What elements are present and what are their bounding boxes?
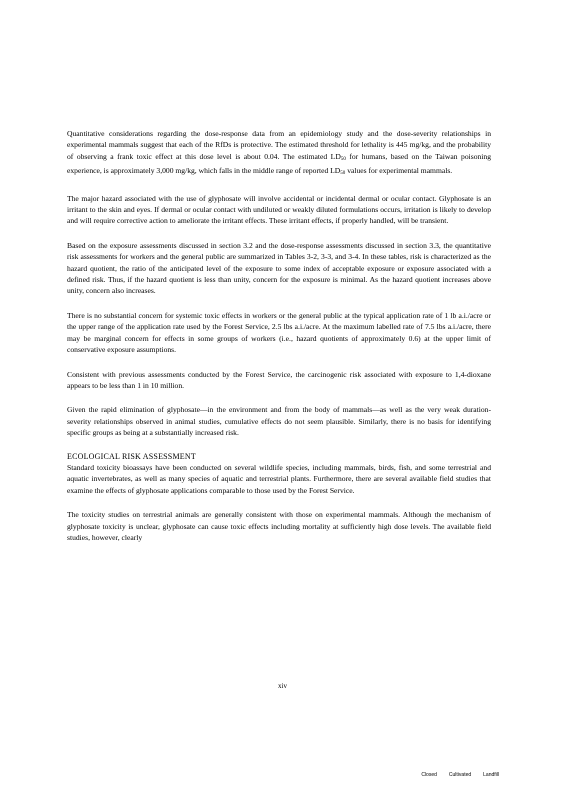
footer-label-cultivated: Cultivated bbox=[448, 772, 472, 778]
paragraph-exposure-assessments: Based on the exposure assessments discussed in section 3.2 and the dose-response assessments discussed in section 3.3, the quantitative risk assessments for workers and the general public are summarized in Tables 3-2, 3-3, and 3-4. In these tables, risk is characterized as the hazard quotient, the ratio of the anticipated level of the exposure to some index of acceptable exposure or exposure associated with a defined risk. Thus, if the hazard quotient is less than unity, concern for the exposure is minimal. As the hazard quotient increases above unity, concern also increases. bbox=[67, 240, 491, 296]
paragraph-toxicity-bioassays: Standard toxicity bioassays have been conducted on several wildlife species, including mammals, birds, fish, and some terrestrial and aquatic invertebrates, as well as many species of aquatic and terrestrial plants. Furthermore, there are several available field studies that examine the effects of glyphosate applications comparable to those used by the Forest Service. bbox=[67, 462, 491, 495]
paragraph-terrestrial-studies: The toxicity studies on terrestrial animals are generally consistent with those on experimental mammals. Although the mechanism of glyphosate toxicity is unclear, glyphosate can cause toxic effects including mortality at sufficiently high dose levels. The available field studies, however, clearly bbox=[67, 510, 491, 542]
paragraph-carcinogenic-risk: Consistent with previous assessments conducted by the Forest Service, the carcinogenic risk associated with exposure to 1,4-dioxane appears to be less than 1 in 10 million. bbox=[67, 369, 491, 390]
page-body bbox=[67, 128, 491, 556]
footer-label-closed: Closed bbox=[421, 772, 437, 778]
subscript: 50 bbox=[340, 156, 346, 162]
paragraph-dose-response bbox=[67, 128, 491, 180]
subscript: 50 bbox=[340, 171, 346, 177]
paragraph-text: Quantitative considerations regarding the dose-response data from an epidemiology study and the dose-severity relationships in experimental mammals suggest that each of the RfDs is protective. The estimated threshold for lethality is 445 mg/kg, and the probability of observing a frank toxic effect at this dose level is about 0.04. The estimated LD bbox=[67, 129, 491, 161]
paragraph-major-hazard: The major hazard associated with the use of glyphosate will involve accidental or incidental dermal or ocular contact. Glyphosate is an irritant to the skin and eyes. If dermal or ocular contact with undiluted or weakly diluted formulations occurs, irritation is likely to develop and will require corrective action to ameliorate the irritant effects. These irritant effects, if properly handled, will be transient. bbox=[67, 193, 491, 226]
footer-labels bbox=[421, 772, 499, 778]
paragraph-systemic-concern: There is no substantial concern for systemic toxic effects in workers or the general public at the typical application rate of 1 lb a.i./acre or the upper range of the application rate used by the Forest Service, 2.5 lbs a.i./acre. At the maximum labelled rate of 7.5 lbs a.i./acre, there may be marginal concern for effects in some groups of workers (i.e., hazard quotients of approximately 0.6) at the upper limit of conservative exposure assumptions. bbox=[67, 310, 491, 355]
section-heading: ECOLOGICAL RISK ASSESSMENT bbox=[67, 451, 196, 461]
footer-label-landfill: Landfill bbox=[483, 772, 499, 778]
paragraph-text: values for experimental mammals. bbox=[345, 166, 453, 176]
page-number: xiv bbox=[278, 682, 287, 690]
paragraph-cumulative-effects: Given the rapid elimination of glyphosate—in the environment and from the body of mammals—as well as the very weak duration-severity relationships observed in animal studies, cumulative effects do not seem plausible. Similarly, there is no basis for identifying specific groups as being at a substantially increased risk. bbox=[67, 405, 491, 438]
paragraph-text: for humans, based on the Taiwan poisoning experience, is approximately 3,000 mg/kg, which falls in the middle range of reported LD bbox=[67, 151, 491, 176]
